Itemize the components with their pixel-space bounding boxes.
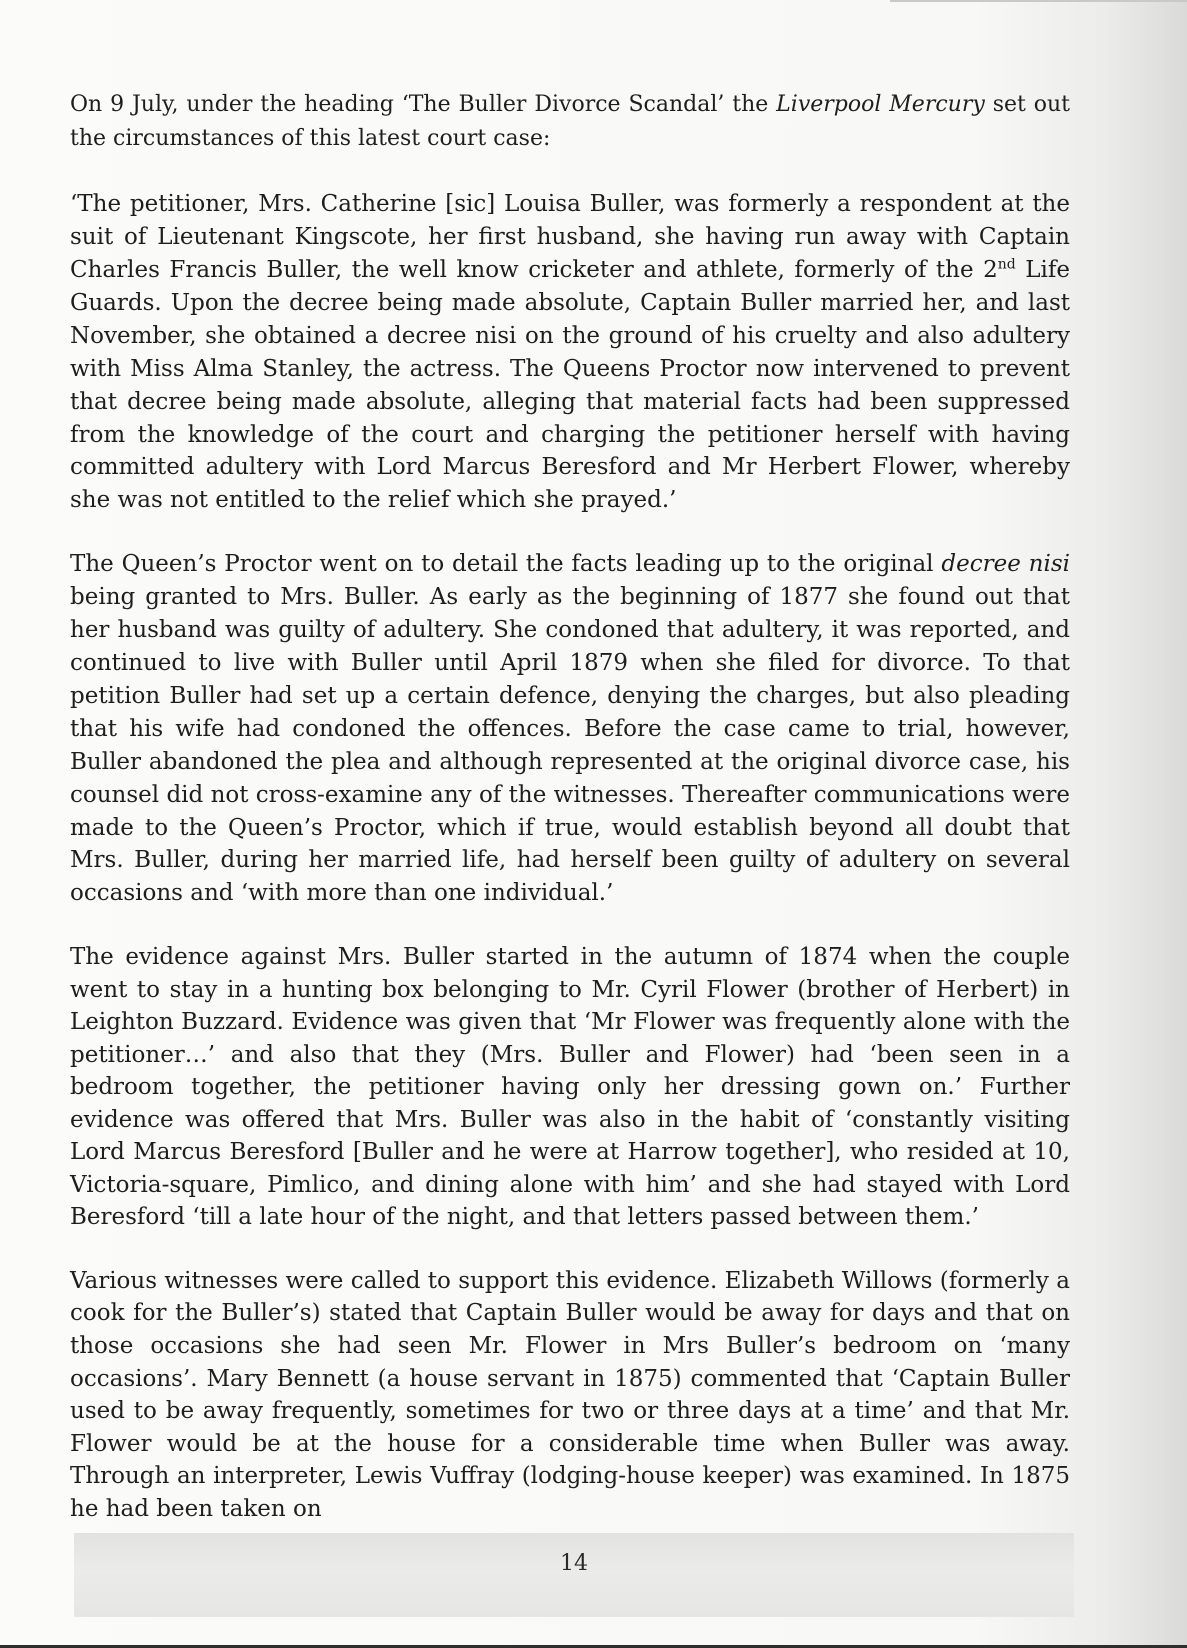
paragraph-quoted-report <box>70 188 1070 517</box>
ordinal-suffix: nd <box>997 256 1016 273</box>
page-number: 14 <box>560 1551 588 1576</box>
page-body <box>70 88 1070 1525</box>
paragraph-intro-tail: set out the circumstances of this latest court case: <box>70 92 1070 151</box>
proctor-facts-lead: The Queen’s Proctor went on to detail the facts leading up to the original <box>70 551 942 578</box>
paragraph-intro <box>70 88 1070 155</box>
paragraph-proctor-facts <box>70 548 1070 910</box>
paragraph-intro-lead: On 9 July, under the heading ‘The Buller Divorce Scandal’ the <box>70 92 777 117</box>
footer-band <box>74 1533 1074 1617</box>
paragraph-evidence: The evidence against Mrs. Buller started in the autumn of 1874 when the couple went to stay in a hunting box belonging to Mr. Cyril Flower (brother of Herbert) in Leighton Buzzard. Evidence was given that ‘Mr Flower was frequently alone with the petitioner…’ and also that they (Mrs. Buller and Flower) had ‘been seen in a bedroom together, the petitioner having only her dressing gown on.’ Further evidence was offered that Mrs. Buller was also in the habit of ‘constantly visiting Lord Marcus Beresford [Buller and he were at Harrow together], who resided at 10, Victoria-square, Pimlico, and dining alone with him’ and she had stayed with Lord Beresford ‘till a late hour of the night, and that letters passed between them.’ <box>70 944 1070 1231</box>
decree-nisi-term: decree nisi <box>941 551 1070 578</box>
top-edge-rule <box>890 0 1187 2</box>
quoted-report-tail: Life Guards. Upon the decree being made absolute, Captain Buller married her, and last November, she obtained a decree nisi on the ground of his cruelty and also adultery with Miss Alma Stanley, the actress. The Queens Proctor now intervened to prevent that decree being made absolute, alleging that material facts had been suppressed from the knowledge of the court and charging the petitioner herself with having committed adultery with Lord Marcus Beresford and Mr Herbert Flower, whereby she was not entitled to the relief which she prayed.’ <box>70 257 1070 514</box>
proctor-facts-tail: being granted to Mrs. Buller. As early as the beginning of 1877 she found out that her husband was guilty of adultery. She condoned that adultery, it was reported, and continued to live with Buller until April 1879 when she filed for divorce. To that petition Buller had set up a certain defence, denying the charges, but also pleading that his wife had condoned the offences. Before the case came to trial, however, Buller abandoned the plea and although represented at the original divorce case, his counsel did not cross-examine any of the witnesses. Thereafter communications were made to the Queen’s Proctor, which if true, would establish beyond all doubt that Mrs. Buller, during her married life, had herself been guilty of adultery on several occasions and ‘with more than one individual.’ <box>70 584 1070 907</box>
paragraph-witnesses: Various witnesses were called to support this evidence. Elizabeth Willows (formerly a cook for the Buller’s) stated that Captain Buller would be away for days and that on those occasions she had seen Mr. Flower in Mrs Buller’s bedroom on ‘many occasions’. Mary Bennett (a house servant in 1875) commented that ‘Captain Buller used to be away frequently, sometimes for two or three days at a time’ and that Mr. Flower would be at the house for a considerable time when Buller was away. Through an interpreter, Lewis Vuffray (lodging-house keeper) was examined. In 1875 he had been taken on <box>70 1267 1070 1522</box>
newspaper-title: Liverpool Mercury <box>776 92 985 117</box>
quoted-report-lead: ‘The petitioner, Mrs. Catherine [sic] Louisa Buller, was formerly a respondent at the suit of Lieutenant Kingscote, her first husband, she having run away with Captain Charles Francis Buller, the well know cricketer and athlete, formerly of the 2 <box>70 191 1070 283</box>
